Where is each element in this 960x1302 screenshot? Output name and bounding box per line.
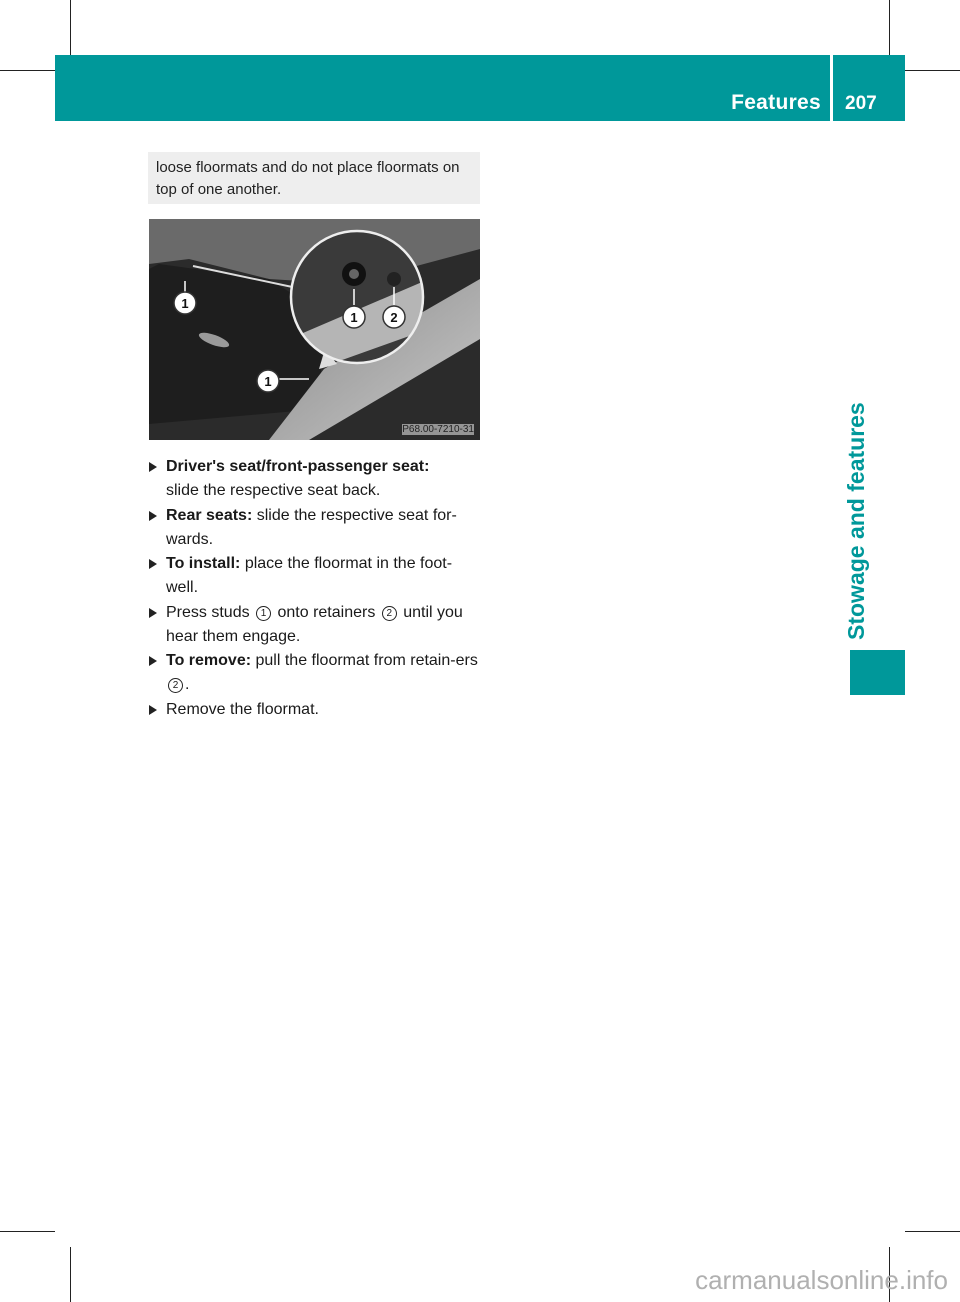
floormat-figure: [149, 219, 480, 440]
step-label: To remove:: [166, 652, 252, 669]
callout-1-zoom: [343, 306, 365, 328]
list-item: [148, 552, 483, 600]
step-text: pull the floormat from retain-ers: [251, 652, 478, 669]
step-text: place the floormat in the foot-well.: [166, 555, 453, 596]
floormat-illustration: [149, 219, 480, 440]
callout-1-left: [174, 292, 196, 314]
list-item: [148, 601, 483, 649]
list-item: [148, 649, 483, 697]
page-number: 207: [845, 93, 877, 114]
step-text: until you hear them engage.: [166, 603, 463, 645]
watermark: carmanualsonline.info: [695, 1265, 948, 1295]
arrow-bullet-icon: [149, 608, 157, 618]
crop-mark: [70, 1247, 71, 1302]
arrow-bullet-icon: [149, 559, 157, 569]
svg-text:1: 1: [264, 374, 272, 389]
step-text: slide the respective seat back.: [166, 482, 381, 499]
note-box: loose floormats and do not place floormats on top of one another.: [148, 152, 480, 204]
crop-mark: [0, 1231, 55, 1232]
callout-1-bottom: [257, 370, 279, 392]
figure-code: P68.00-7210-31: [402, 424, 474, 435]
crop-mark: [905, 1231, 960, 1232]
crop-mark: [889, 0, 890, 55]
page-header: [55, 55, 905, 121]
list-item: [148, 455, 483, 503]
step-text: .: [185, 676, 190, 693]
step-label: To install:: [166, 555, 241, 572]
callout-2-zoom: [383, 306, 405, 328]
svg-text:2: 2: [390, 310, 398, 325]
step-text: onto retainers: [273, 603, 380, 621]
ref-2-icon: 2: [382, 606, 397, 621]
arrow-bullet-icon: [149, 656, 157, 666]
list-item: [148, 698, 483, 722]
ref-2-icon: 2: [168, 678, 183, 693]
chapter-tab: [850, 650, 905, 695]
step-text: slide the respective seat for-wards.: [166, 506, 457, 548]
crop-mark: [0, 70, 55, 71]
section-title: Features: [731, 91, 821, 114]
arrow-bullet-icon: [149, 462, 157, 472]
step-text: Remove the floormat.: [166, 700, 319, 718]
instruction-list: [148, 455, 483, 722]
step-label: Driver's seat/front-passenger seat:: [166, 458, 430, 475]
svg-text:1: 1: [181, 296, 189, 311]
svg-text:1: 1: [350, 310, 358, 325]
crop-mark: [905, 70, 960, 71]
list-item: [148, 504, 483, 552]
step-text: Press studs: [166, 603, 255, 621]
header-divider: [830, 55, 833, 121]
ref-1-icon: 1: [256, 606, 271, 621]
crop-mark: [70, 0, 71, 55]
arrow-bullet-icon: [149, 511, 157, 521]
step-label: Rear seats:: [166, 506, 253, 524]
chapter-title: Stowage and features: [843, 402, 869, 640]
arrow-bullet-icon: [149, 705, 157, 715]
